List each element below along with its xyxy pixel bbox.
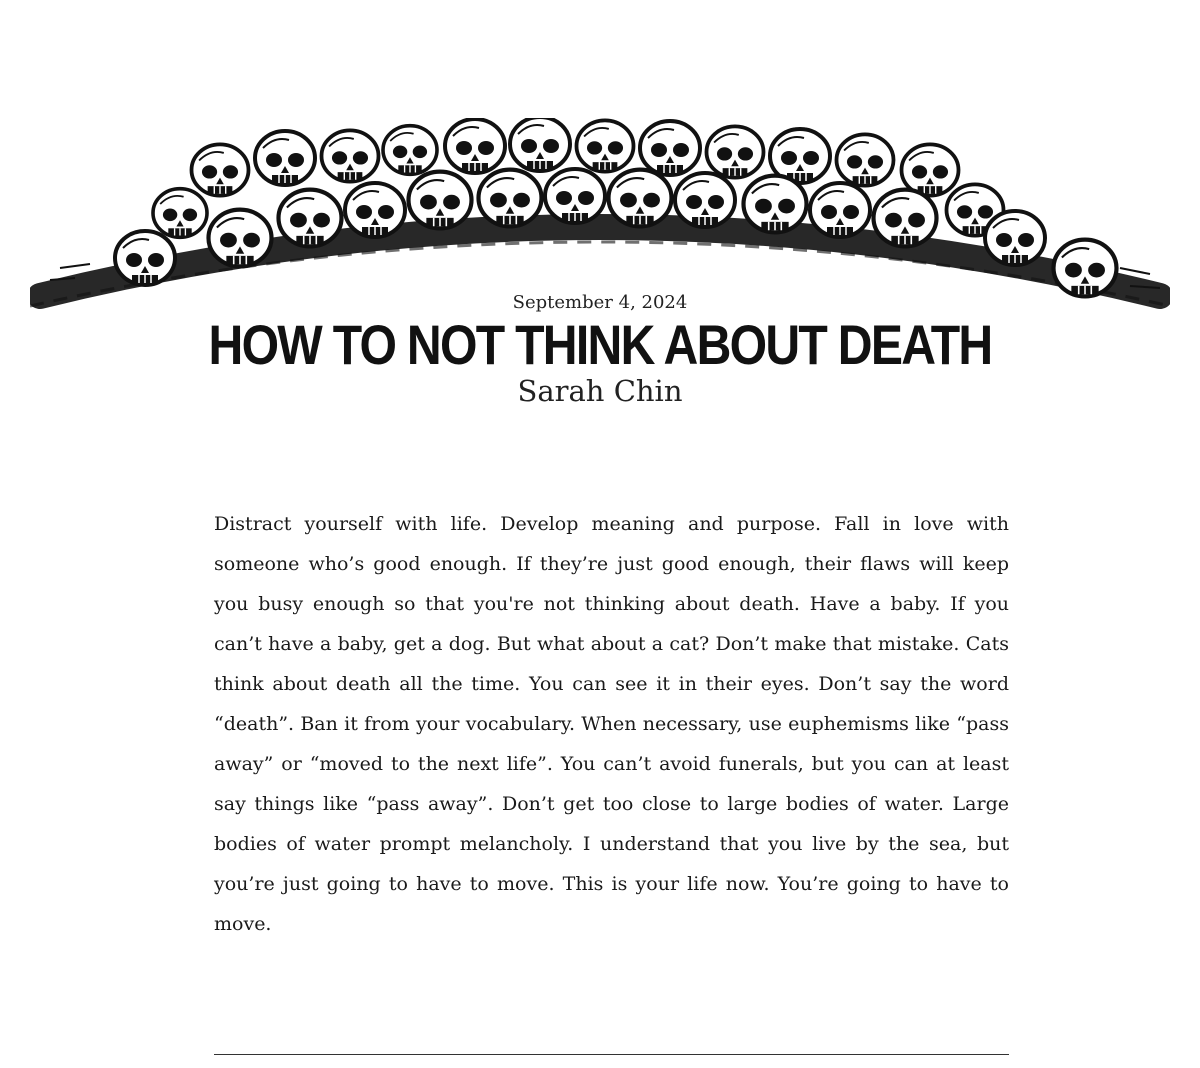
skull-pile-illustration xyxy=(30,118,1170,318)
skull-icon xyxy=(445,119,505,173)
skull-icon xyxy=(675,173,735,227)
skull-icon xyxy=(985,211,1045,265)
skull-icon xyxy=(345,183,405,237)
skull-icon xyxy=(479,170,542,227)
skull-icon xyxy=(322,130,379,181)
skull-icon xyxy=(383,126,437,175)
skull-icon xyxy=(1054,240,1117,297)
article-author: Sarah Chin xyxy=(517,374,683,408)
skull-icon xyxy=(255,131,315,185)
skull-icon xyxy=(510,118,570,171)
skull-icon xyxy=(192,144,249,195)
divider xyxy=(214,1054,1009,1055)
skull-icon xyxy=(115,231,175,285)
skull-icon xyxy=(545,169,605,223)
skull-icon xyxy=(279,190,342,247)
skull-icon xyxy=(874,190,937,247)
article-title: HOW TO NOT THINK ABOUT DEATH xyxy=(208,313,992,376)
skull-icon xyxy=(609,170,672,227)
skull-icon xyxy=(744,176,807,233)
skull-icon xyxy=(577,120,634,171)
skull-icon xyxy=(409,172,472,229)
article-body: Distract yourself with life. Develop meaning and purpose. Fall in love with someone who’s good enough. If they’re just good enough, their flaws will keep you busy enough so that you're not thinking about death. Have a baby. If you can’t have a baby, get a dog. But what about a cat? Don’t make that mistake. Cats think about death all the time. You can see it in their eyes. Don’t say the word “death”. Ban it from your vocabulary. When necessary, use euphemisms like “pass away” or “moved to the next life”. You can’t avoid funerals, but you can at least say things like “pass away”. Don’t get too close to large bodies of water. Large bodies of water prompt melancholy. I understand that you live by the sea, but you’re just going to have to move. This is your life now. You’re going to have to move. xyxy=(214,513,1009,935)
skull-icon xyxy=(707,126,764,177)
skull-icon xyxy=(209,210,272,267)
skull-icon xyxy=(153,189,207,238)
skull-icon xyxy=(810,183,870,237)
skull-icon xyxy=(640,121,700,175)
skull-icon xyxy=(837,134,894,185)
article-date: September 4, 2024 xyxy=(512,292,688,313)
